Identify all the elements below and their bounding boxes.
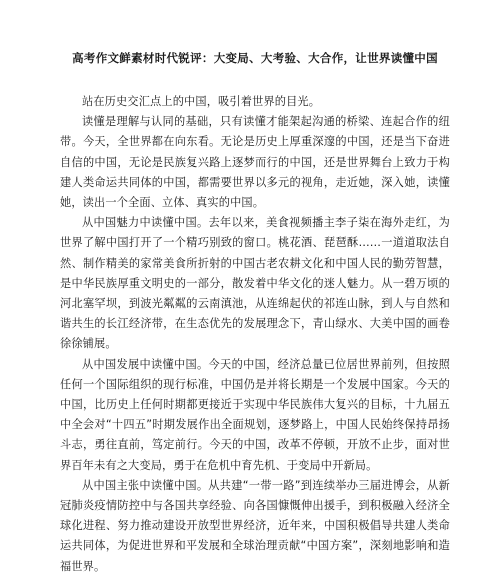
paragraph-understanding: 读懂是理解与认同的基础，只有读懂才能架起沟通的桥梁、连起合作的纽带。今天，全世界都在向东看。无论是历史上厚重深邃的中国，还是当下奋进自信的中国，无论是民族复兴路上逐梦而行的中国，还是世界舞台上致力于构建人类命运共同体的中国，都需要世界以多元的视角，走近她，深入她，读懂她，读出一个全面、立体、真实的中国。 (60, 115, 450, 210)
paragraph-development: 从中国发展中读懂中国。今天的中国，经济总量已位居世界前列，但按照任何一个国际组织的现行标准，中国仍是并将长期是一个发展中国家。今天的中国，比历史上任何时期都更接近于实现中华民族伟大复兴的目标，十九届五中全会对“十四五”时期发展作出全面规划，逐梦路上，中国人民始终保持昂扬斗志，勇往直前，笃定前行。今天的中国，改革不停顿，开放不止步，面对世界百年未有之大变局，勇于在危机中育先机、于变局中开新局。 (60, 357, 450, 472)
paragraph-proposition: 从中国主张中读懂中国。从共建“一带一路”到连续举办三届进博会，从新冠肺炎疫情防控中与各国共享经验、向各国慷慨伸出援手，到积极融入经济全球化进程、努力推动建设开放型世界经济，近年来，中国积极倡导共建人类命运共同体，为促进世界和平发展和全球治理贡献“中国方案”，深刻地影响和造福世界。 (60, 478, 450, 573)
paragraph-intro: 站在历史交汇点上的中国，吸引着世界的目光。 (82, 95, 321, 108)
article-title: 高考作文鲜素材时代锐评：大变局、大考验、大合作，让世界读懂中国 (72, 51, 438, 65)
paragraph-charm: 从中国魅力中读懂中国。去年以来，美食视频播主李子柒在海外走红，为世界了解中国打开了一个精巧别致的窗口。桃花酒、琵琶酥……一道道取法自然、制作精美的家常美食所折射的中国古老农耕文化和中国人民的勤劳智慧，是中华民族厚重文明史的一部分，散发着中华文化的迷人魅力。从一碧万顷的河北塞罕坝，到波光粼粼的云南滇池，从连绵起伏的祁连山脉，到人与自然和谐共生的长江经济带，在生态优先的发展理念下，青山绿水、大美中国的画卷徐徐铺展。 (60, 216, 450, 351)
